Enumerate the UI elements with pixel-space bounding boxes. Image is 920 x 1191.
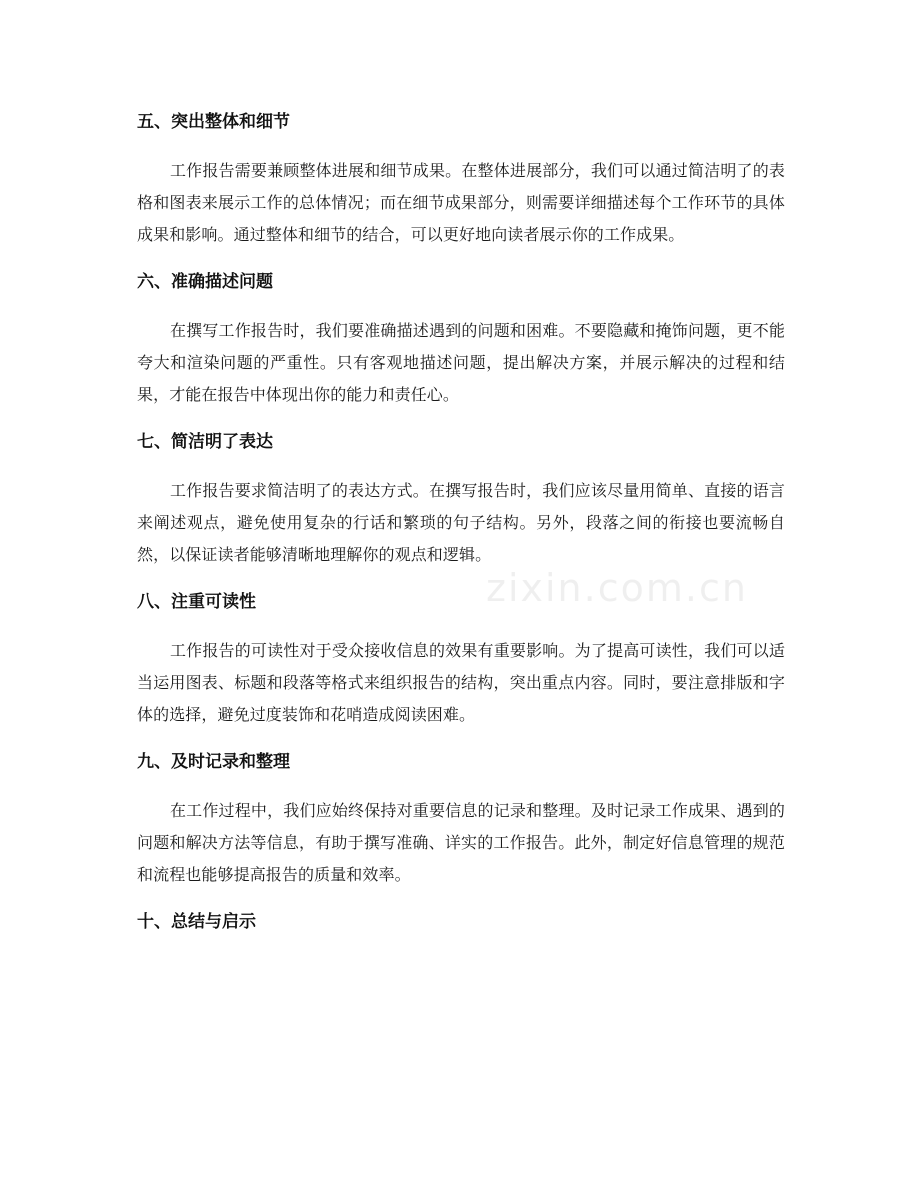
section-paragraph: 工作报告要求简洁明了的表达方式。在撰写报告时，我们应该尽量用简单、直接的语言来阐述观点，避免使用复杂的行话和繁琐的句子结构。另外，段落之间的衔接也要流畅自然，以保证读者能够清晰地理解你的观点和逻辑。 xyxy=(137,481,785,564)
section-paragraph: 工作报告的可读性对于受众接收信息的效果有重要影响。为了提高可读性，我们可以适当运用图表、标题和段落等格式来组织报告的结构，突出重点内容。同时，要注意排版和字体的选择，避免过度装饰和花哨造成阅读困难。 xyxy=(137,641,785,724)
watermark: zixin.com.cn xyxy=(486,566,748,610)
section-9 xyxy=(137,746,785,891)
section-paragraph: 工作报告需要兼顾整体进展和细节成果。在整体进展部分，我们可以通过简洁明了的表格和图表来展示工作的总体情况；而在细节成果部分，则需要详细描述每个工作环节的具体成果和影响。通过整体和细节的结合，可以更好地向读者展示你的工作成果。 xyxy=(137,161,785,244)
section-heading: 六、准确描述问题 xyxy=(137,272,273,292)
section-8 xyxy=(137,586,785,731)
section-heading: 七、简洁明了表达 xyxy=(137,432,273,452)
document-body xyxy=(137,106,785,938)
section-heading: 九、及时记录和整理 xyxy=(137,752,290,772)
section-heading: 十、总结与启示 xyxy=(137,912,256,932)
section-heading: 五、突出整体和细节 xyxy=(137,112,290,132)
section-7 xyxy=(137,426,785,571)
section-paragraph: 在撰写工作报告时，我们要准确描述遇到的问题和困难。不要隐藏和掩饰问题，更不能夸大和渲染问题的严重性。只有客观地描述问题，提出解决方案，并展示解决的过程和结果，才能在报告中体现出你的能力和责任心。 xyxy=(137,321,785,404)
section-6 xyxy=(137,266,785,411)
section-heading: 八、注重可读性 xyxy=(137,592,256,612)
section-paragraph: 在工作过程中，我们应始终保持对重要信息的记录和整理。及时记录工作成果、遇到的问题和解决方法等信息，有助于撰写准确、详实的工作报告。此外，制定好信息管理的规范和流程也能够提高报告的质量和效率。 xyxy=(137,801,785,884)
section-5 xyxy=(137,106,785,251)
section-10 xyxy=(137,906,785,938)
